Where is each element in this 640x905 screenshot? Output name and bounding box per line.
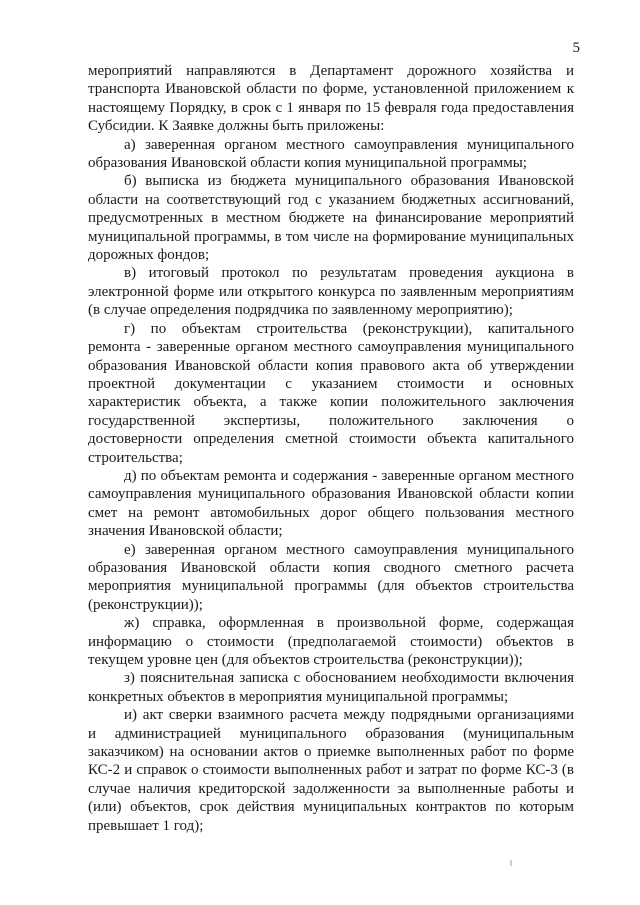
text-line: предусмотренных в местном бюджете на финансирование мероприятий (88, 210, 574, 227)
text-line: электронной форме или открытого конкурса по заявленным мероприятиям (88, 283, 574, 300)
text-line: е) заверенная органом местного самоуправления муниципального (124, 541, 574, 558)
text-line: б) выписка из бюджета муниципального образования Ивановской (124, 173, 574, 190)
text-line: (реконструкции)); (88, 596, 203, 613)
text-line: текущем уровне цен (для объектов строительства (реконструкции)); (88, 652, 523, 668)
text-line: смет на ремонт автомобильных дорог общего пользования местного (88, 504, 574, 521)
text-line: образования Ивановской области копия муниципальной программы; (88, 155, 527, 172)
text-line: информацию о стоимости (предполагаемой стоимости) объектов в (88, 633, 574, 650)
text-line: г) по объектам строительства (реконструкции), капитального (124, 320, 574, 337)
text-line: случае наличия кредиторской задолженности за выполненные работы и (88, 780, 574, 797)
text-line: достоверности определения сметной стоимости объекта капитального (88, 431, 574, 448)
text-line: а) заверенная органом местного самоуправления муниципального (124, 136, 574, 153)
text-line: самоуправления муниципального образования Ивановской области копии (88, 486, 574, 503)
text-line: ж) справка, оформленная в произвольной форме, содержащая (124, 615, 574, 632)
text-line: проектной документации с указанием стоимости и основных (88, 375, 574, 392)
text-line: государственной экспертизы, положительного заключения о (88, 412, 574, 429)
text-line: муниципальной программы, в том числе на формирование муниципальных (88, 228, 574, 245)
text-line: (или) объектов, срок действия муниципальных контрактов по которым (88, 799, 574, 816)
text-line: заказчиком) на основании актов о приемке выполненных работ по форме (88, 744, 574, 761)
text-line: транспорта Ивановской области по форме, установленной приложением к (88, 81, 574, 98)
page-number: 5 (572, 40, 580, 56)
scan-speck (510, 860, 512, 866)
text-line: области на соответствующий год с указанием бюджетных ассигнований, (88, 191, 574, 208)
text-line: настоящему Порядку, в срок с 1 января по 15 февраля года предоставления (88, 99, 574, 116)
text-line: и) акт сверки взаимного расчета между подрядными организациями (124, 707, 574, 724)
text-line: Субсидии. К Заявке должны быть приложены: (88, 118, 385, 135)
text-line: мероприятий направляются в Департамент дорожного хозяйства и (88, 63, 574, 79)
text-line: конкретных объектов в мероприятия муниципальной программы; (88, 688, 509, 705)
text-line: ремонта - заверенные органом местного самоуправления муниципального (88, 339, 574, 356)
text-line: КС-2 и справок о стоимости выполненных работ и затрат по форме КС-3 (в (88, 762, 574, 779)
text-line: дорожных фондов; (88, 247, 210, 264)
text-line: и администрацией муниципального образования (муниципальным (88, 725, 574, 742)
text-line: мероприятия муниципальной программы (для объектов строительства (88, 578, 574, 595)
text-line: з) пояснительная записка с обоснованием необходимости включения (124, 670, 574, 687)
text-line: д) по объектам ремонта и содержания - заверенные органом местного (124, 467, 574, 484)
text-line: (в случае определения подрядчика по заявленному мероприятию); (88, 302, 513, 319)
text-line: превышает 1 год); (88, 817, 204, 834)
text-line: строительства; (88, 449, 183, 466)
text-line: образования Ивановской области копия сводного сметного расчета (88, 559, 574, 576)
body-text (88, 62, 574, 835)
text-line: в) итоговый протокол по результатам проведения аукциона в (124, 265, 574, 282)
text-line: образования Ивановской области копия правового акта об утверждении (88, 357, 574, 374)
text-line: значения Ивановской области; (88, 523, 283, 540)
text-line: характеристик объекта, а также копии положительного заключения (88, 394, 574, 411)
